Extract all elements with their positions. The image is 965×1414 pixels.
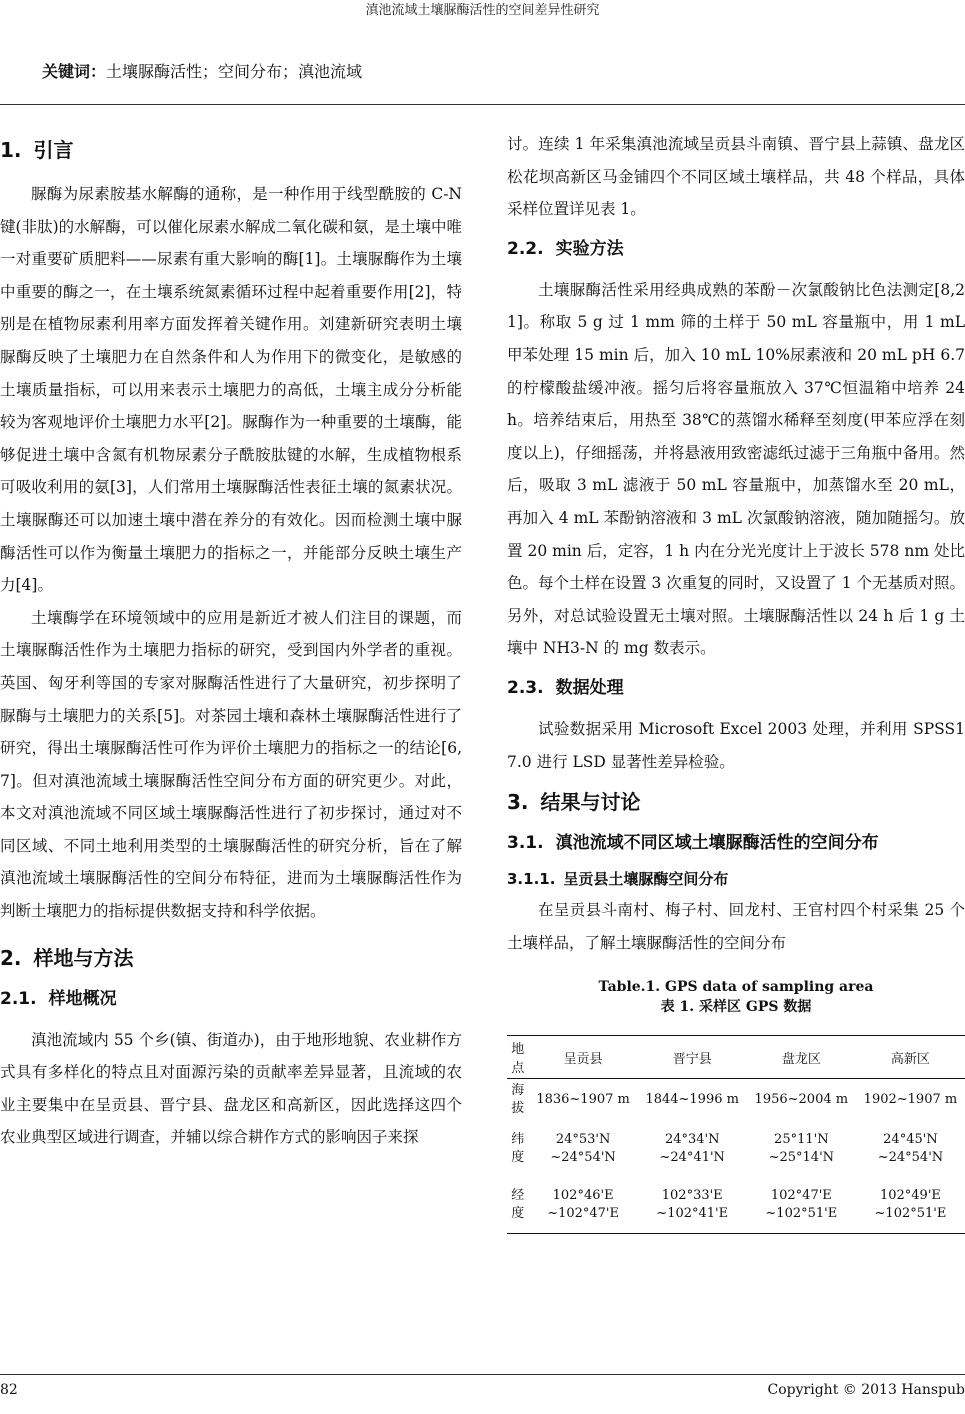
subsubsection-title: 呈贡县土壤脲酶空间分布 [563,870,729,889]
table-cell: 25°11'N ~25°14'N [768,1132,835,1166]
table-cell: 1844~1996 m [645,1092,739,1108]
footer-divider [0,1374,965,1375]
result-paragraph: 在呈贡县斗南村、梅子村、回龙村、王官村四个村采集 25 个土壤样品，了解土壤脲酶活性的空间分布 [507,901,965,952]
table-caption [507,977,965,1017]
table-cell: 102°47'E ~102°51'E [765,1188,838,1222]
subsection-title: 实验方法 [555,238,624,259]
table-cell: 纬度 [511,1132,525,1166]
table-header-cell: 地点 [507,1036,529,1079]
table-cell: 1836~1907 m [536,1092,630,1108]
table-cell: 24°45'N ~24°54'N [877,1132,944,1166]
left-column [0,126,462,1154]
table-cell: 24°53'N ~24°54'N [550,1132,616,1166]
table-cell: 1902~1907 m [863,1092,958,1108]
intro-paragraph-1: 脲酶为尿素胺基水解酶的通称，是一种作用于线型酰胺的 C-N 键(非肽)的水解酶，可以催化尿素水解成二氧化碳和氨，是土壤中唯一对重要矿质肥料——尿素有重大影响的酶[1]。土壤脲酶作为土壤中重要的酶之一，在土壤系统氮素循环过程中起着重要作用[2]，特别是在植物尿素利用率方面发挥着关键作用。刘建新研究表明土壤脲酶反映了土壤肥力在自然条件和人为作用下的微变化，是敏感的土壤质量指标，可以用来表示土壤肥力的高低，土壤主成分分析能较为客观地评价土壤肥力水平[2]。脲酶作为一种重要的土壤酶，能够促进土壤中含氮有机物尿素分子酰胺肽键的水解，生成植物根系可吸收利用的氨[3]，人们常用土壤脲酶活性表征土壤的氮素状况。土壤脲酶还可以加速土壤中潜在养分的有效化。因而检测土壤中脲酶活性可以作为衡量土壤肥力的指标之一，并能部分反映土壤生产力[4]。 [0,185,462,595]
section-heading [0,944,462,972]
intro-paragraph-2: 土壤酶学在环境领域中的应用是新近才被人们注目的课题，而土壤脲酶活性作为土壤肥力指标的研究，受到国内外学者的重视。英国、匈牙利等国的专家对脲酶活性进行了大量研究，初步探明了脲酶与土壤肥力的关系[5]。对茶园土壤和森林土壤脲酶活性进行了研究，得出土壤脲酶活性可作为评价土壤肥力的指标之一的结论[6,7]。但对滇池流域土壤脲酶活性空间分布方面的研究更少。对此，本文对滇池流域不同区域土壤脲酶活性进行了初步探讨，通过对不同区域、不同土地利用类型的土壤脲酶活性的研究分析，旨在了解滇池流域土壤脲酶活性的空间分布特征，进而为土壤脲酶活性作为判断土壤肥力的指标提供数据支持和科学依据。 [0,608,462,921]
method-paragraph: 土壤脲酶活性采用经典成熟的苯酚－次氯酸钠比色法测定[8,21]。称取 5 g 过 1 mm 筛的土样于 50 mL 容量瓶中，用 1 mL 甲苯处理 15 min 后，加入 10 mL 10%尿素液和 20 mL pH 6.7 的柠檬酸盐缓冲液。摇匀后将容量瓶放入 37℃恒温箱中培养 24 h。培养结束后，用热至 38℃的蒸馏水稀释至刻度(甲苯应浮在刻度以上)，仔细摇荡，并将悬液用致密滤纸过滤于三角瓶中备用。然后，吸取 3 mL 滤液于 50 mL 容量瓶中，加蒸馏水至 20 mL，再加入 4 mL 苯酚钠溶液和 3 mL 次氯酸钠溶液，随加随摇匀。放置 20 min 后，定容，1 h 内在分光光度计上于波长 578 nm 处比色。每个土样在设置 3 次重复的同时，又设置了 1 个无基质对照。另外，对总试验设置无土壤对照。土壤脲酶活性以 24 h 后 1 g 土壤中 NH3-N 的 mg 数表示。 [507,280,965,658]
subsection-title: 数据处理 [555,677,624,698]
section-number: 1. [0,138,22,162]
table-header-cell: 晋宁县 [638,1036,747,1079]
table-cell: 102°46'E ~102°47'E [547,1188,619,1222]
keywords [42,60,362,84]
running-header: 滇池流域土壤脲酶活性的空间差异性研究 [365,3,600,18]
copyright: Copyright © 2013 Hanspub [767,1382,965,1398]
section-number: 3. [507,790,529,815]
table-row [507,1177,965,1234]
subsection-title: 滇池流域不同区域土壤脲酶活性的空间分布 [555,833,879,854]
data-processing-paragraph: 试验数据采用 Microsoft Excel 2003 处理，并利用 SPSS17.0 进行 LSD 显著性差异检验。 [507,719,965,771]
table-header-cell: 呈贡县 [529,1036,638,1079]
subsubsection-heading [507,868,965,890]
subsection-number: 2.3. [507,677,544,698]
right-column [507,128,965,1234]
section-title: 引言 [33,138,74,162]
table-header-cell: 高新区 [856,1036,965,1079]
table-caption-en: Table.1. GPS data of sampling area [598,979,874,996]
table-row [507,1079,965,1122]
site-paragraph: 滇池流域内 55 个乡(镇、街道办)，由于地形地貌、农业耕作方式具有多样化的特点且对面源污染的贡献率差异显著，且流域的农业主要集中在呈贡县、晋宁县、盘龙区和高新区，因此选择这四个农业典型区域进行调查，并辅以综合耕作方式的影响因子来探 [0,1030,462,1147]
gps-table [507,1035,965,1234]
table-cell: 海拔 [511,1083,525,1117]
page-number: 82 [0,1382,18,1398]
table-cell: 102°49'E ~102°51'E [874,1188,947,1222]
section-title: 样地与方法 [33,945,134,970]
site-paragraph-continued: 讨。连续 1 年采集滇池流域呈贡县斗南镇、晋宁县上蒜镇、盘龙区松花坝高新区马金铺四个不同区域土壤样品，共 48 个样品，具体采样位置详见表 1。 [507,135,965,219]
subsection-heading [0,986,462,1012]
subsection-number: 3.1. [507,833,544,854]
section-number: 2. [0,945,22,970]
section-heading [507,788,965,816]
subsection-number: 2.2. [507,238,544,259]
keywords-text: 土壤脲酶活性；空间分布；滇池流域 [106,62,363,81]
subsection-number: 2.1. [0,988,37,1009]
table-cell: 102°33'E ~102°41'E [656,1188,729,1222]
subsection-title: 样地概况 [48,988,117,1009]
table-cell: 经度 [511,1188,525,1222]
table-row [507,1121,965,1177]
section-title: 结果与讨论 [540,790,641,815]
header-divider [0,104,965,105]
table-caption-cn: 表 1. 采样区 GPS 数据 [660,999,812,1016]
subsection-heading [507,236,965,262]
table-cell: 1956~2004 m [754,1092,849,1108]
section-heading [0,136,462,164]
table-header-row [507,1036,965,1079]
table-header-cell: 盘龙区 [747,1036,856,1079]
keywords-label: 关键词： [42,62,107,81]
subsection-heading [507,830,965,856]
subsubsection-number: 3.1.1. [507,870,556,889]
subsection-heading [507,675,965,701]
table-cell: 24°34'N ~24°41'N [659,1132,725,1166]
